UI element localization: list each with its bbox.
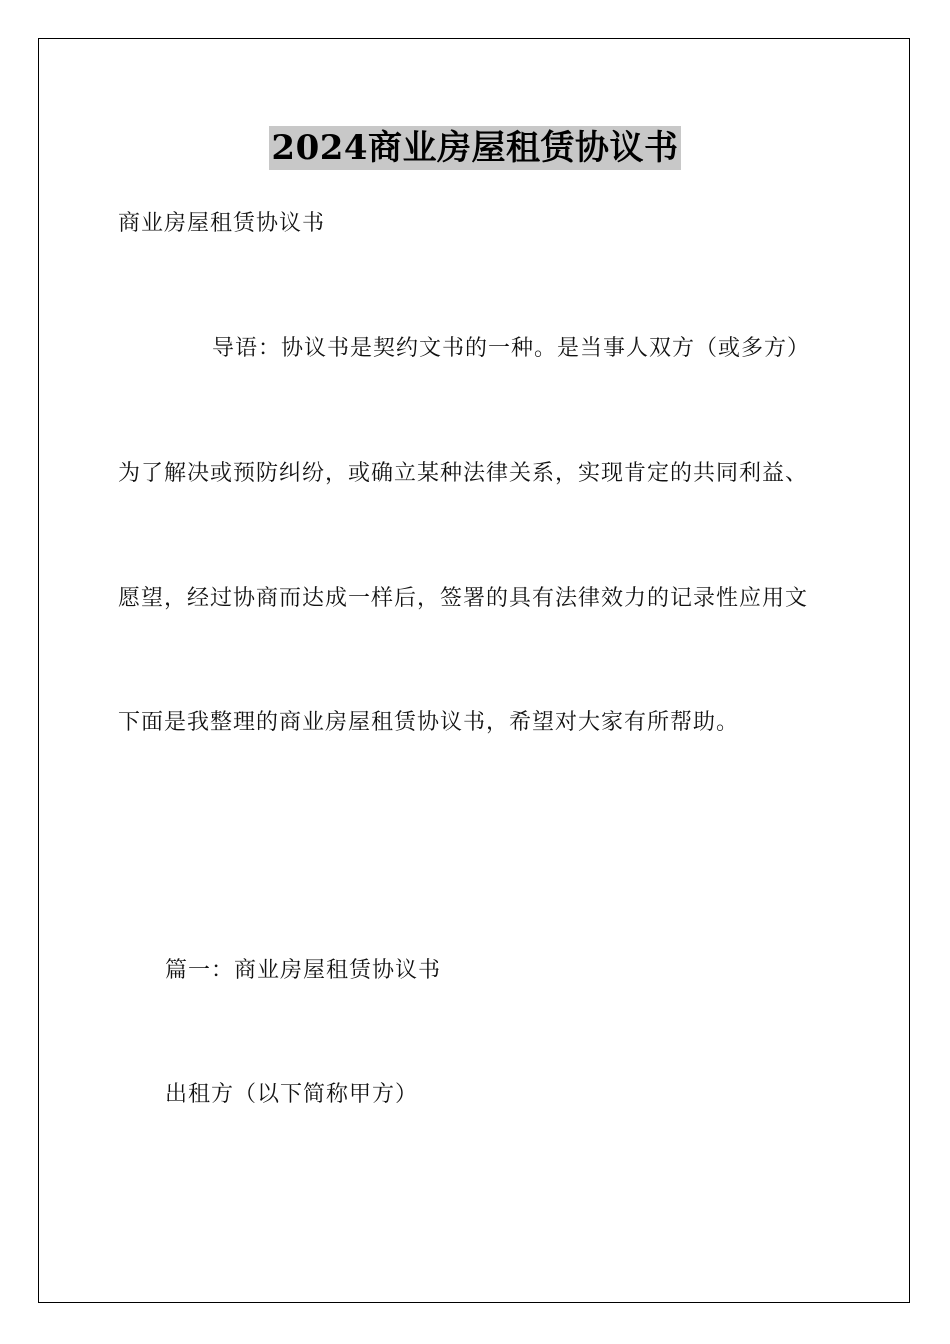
document-subtitle: 商业房屋租赁协议书: [118, 211, 326, 236]
document-title: 2024商业房屋租赁协议书: [271, 128, 679, 168]
intro-line-4: 下面是我整理的商业房屋租赁协议书，希望对大家有所帮助。: [118, 710, 740, 735]
intro-line-1: 导语：协议书是契约文书的一种。是当事人双方（或多方）: [212, 336, 811, 361]
section-heading: 篇一：商业房屋租赁协议书: [165, 958, 442, 983]
lessor-party-line: 出租方（以下简称甲方）: [165, 1082, 419, 1107]
intro-line-3: 愿望，经过协商而达成一样后，签署的具有法律效力的记录性应用文: [118, 586, 809, 611]
title-container: [0, 126, 950, 170]
intro-line-2: 为了解决或预防纠纷，或确立某种法律关系，实现肯定的共同利益、: [118, 461, 809, 486]
